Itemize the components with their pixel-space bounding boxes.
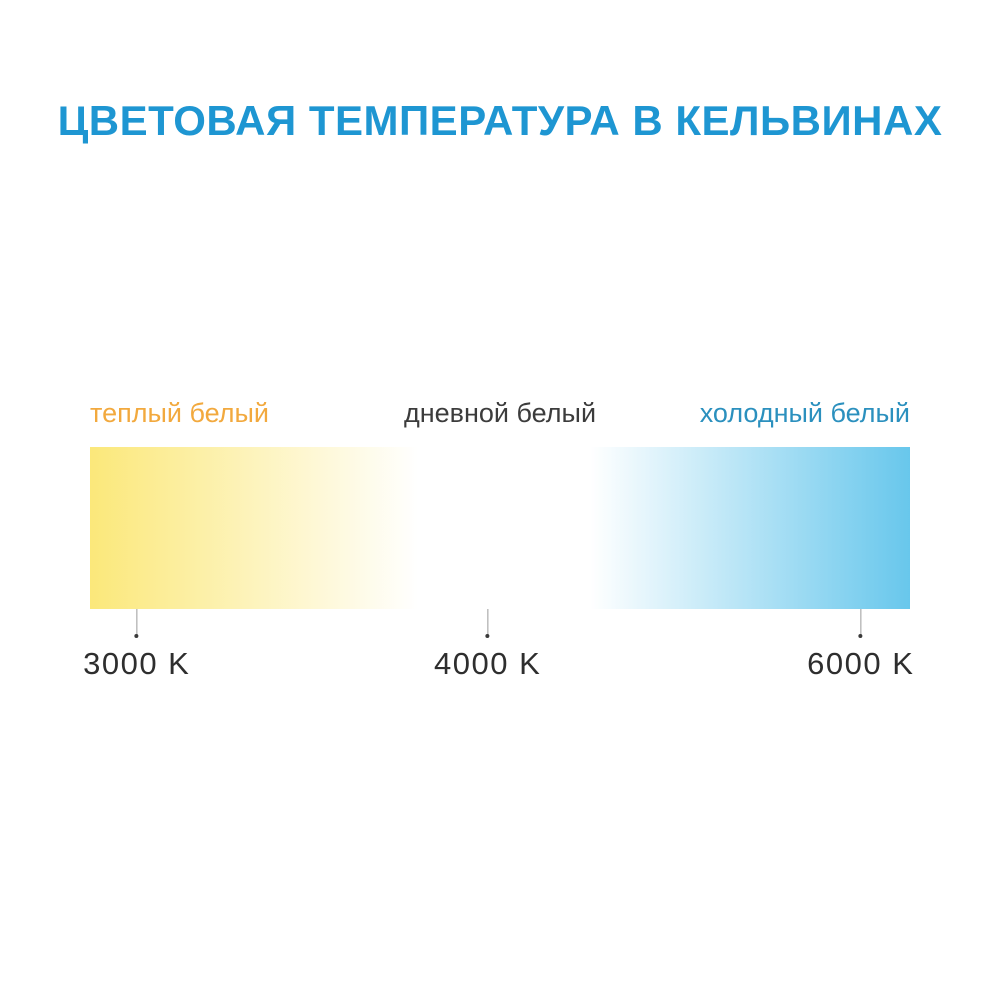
tick-3000k [83, 609, 190, 682]
kelvin-scale-ticks [83, 609, 915, 689]
tick-label-6000k: 6000 K [807, 646, 915, 681]
category-labels-row [90, 398, 910, 432]
tick-4000k [434, 609, 541, 682]
tick-line [860, 609, 861, 635]
daylight-white-label: дневной белый [403, 398, 597, 428]
tick-dot-icon [859, 634, 863, 638]
tick-line [136, 609, 137, 635]
page-title: ЦВЕТОВАЯ ТЕМПЕРАТУРА В КЕЛЬВИНАХ [57, 97, 943, 144]
tick-line [487, 609, 488, 635]
tick-6000k [807, 609, 914, 682]
cold-white-label: холодный белый [699, 398, 910, 428]
temperature-gradient-bar [90, 447, 910, 609]
warm-white-label: теплый белый [90, 398, 269, 428]
tick-label-4000k: 4000 K [434, 646, 542, 681]
tick-label-3000k: 3000 K [83, 646, 191, 681]
tick-dot-icon [135, 634, 139, 638]
temperature-band-area [83, 0, 915, 1000]
tick-dot-icon [486, 634, 490, 638]
